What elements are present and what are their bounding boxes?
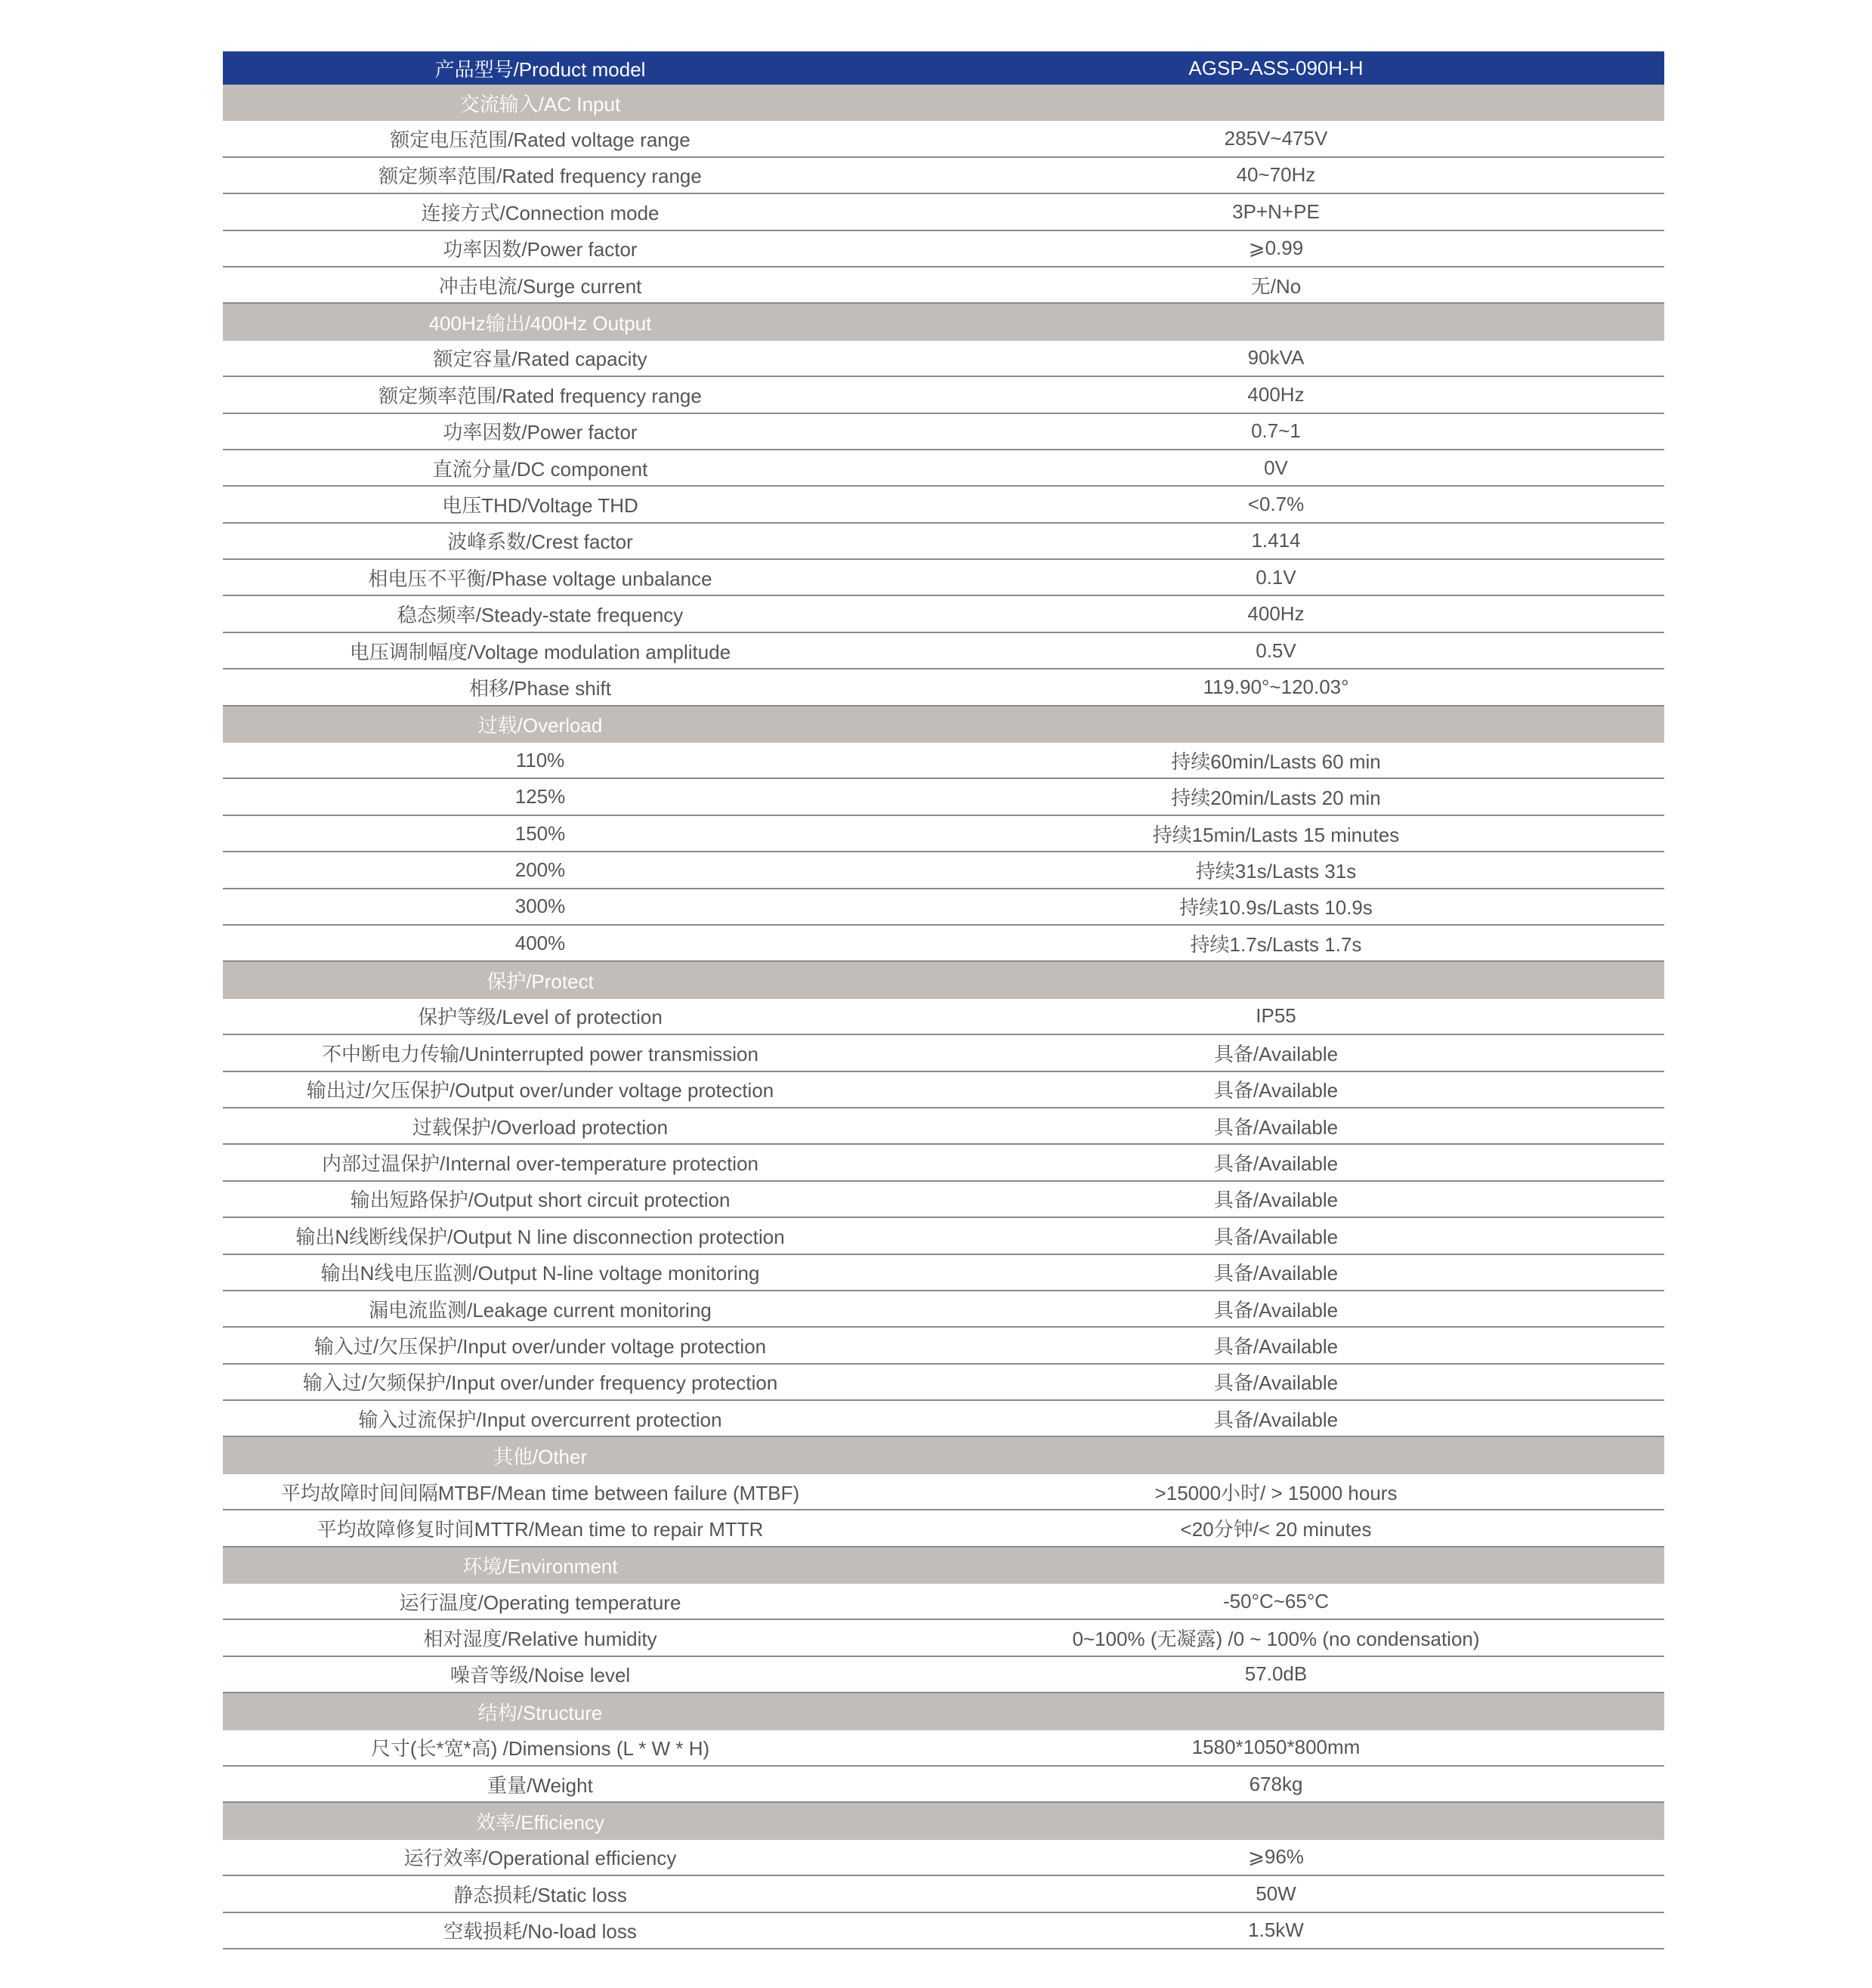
row-value: 无/No: [1250, 274, 1302, 298]
row-label: 重量/Weight: [487, 1773, 593, 1797]
section-header: [223, 85, 1664, 121]
row-value: 持续10.9s/Lasts 10.9s: [1179, 896, 1373, 920]
row-label: 内部过温保护/Internal over-temperature protection: [322, 1152, 758, 1176]
row-label: 相移/Phase shift: [469, 676, 611, 700]
table-row: [223, 414, 1664, 450]
table-row: [223, 1291, 1664, 1328]
row-value: 3P+N+PE: [1232, 199, 1320, 223]
row-label: 110%: [515, 748, 565, 771]
row-value: >15000小时/ > 15000 hours: [1154, 1481, 1398, 1504]
row-label: 波峰系数/Crest factor: [447, 530, 633, 554]
row-label: 200%: [514, 858, 566, 881]
row-label: 稳态频率/Steady-state frequency: [397, 604, 684, 627]
row-label: 冲击电流/Surge current: [438, 274, 642, 298]
row-label: 平均故障时间间隔MTBF/Mean time between failure (MTBF): [280, 1481, 800, 1504]
section-title: 交流输入/AC Input: [459, 92, 621, 116]
row-value: 0.7~1: [1251, 419, 1301, 443]
table-row: [223, 341, 1664, 377]
row-value: 具备/Available: [1213, 1079, 1339, 1102]
section-header: [223, 706, 1664, 743]
row-value: 1580*1050*800mm: [1191, 1736, 1361, 1759]
table-row: [223, 1474, 1664, 1510]
table-row: [223, 560, 1664, 596]
row-value: 400Hz: [1247, 602, 1305, 626]
row-value: 57.0dB: [1244, 1662, 1308, 1686]
table-row: [223, 1510, 1664, 1547]
row-label: 不中断电力传输/Uninterrupted power transmission: [322, 1042, 758, 1065]
row-label: 相电压不平衡/Phase voltage unbalance: [368, 567, 712, 590]
table-row: [223, 267, 1664, 304]
table-row: [223, 121, 1664, 157]
row-value: 具备/Available: [1213, 1152, 1339, 1176]
row-value: 具备/Available: [1213, 1298, 1339, 1322]
table-row: [223, 889, 1664, 926]
row-label: 噪音等级/Noise level: [449, 1664, 631, 1687]
row-value: 285V~475V: [1224, 127, 1328, 150]
row-label: 输出短路保护/Output short circuit protection: [350, 1189, 731, 1212]
row-value: 持续20min/Lasts 20 min: [1171, 787, 1381, 810]
row-value: 持续15min/Lasts 15 minutes: [1152, 823, 1400, 846]
table-row: [223, 158, 1664, 194]
table-row: [223, 1657, 1664, 1693]
row-label: 漏电流监测/Leakage current monitoring: [369, 1298, 712, 1322]
row-value: 50W: [1256, 1881, 1296, 1905]
row-label: 尺寸(长*宽*高) /Dimensions (L * W * H): [370, 1737, 710, 1761]
table-row: [223, 1730, 1664, 1767]
row-label: 过载保护/Overload protection: [412, 1115, 669, 1139]
row-value: IP55: [1256, 1004, 1296, 1028]
table-row: [223, 1218, 1664, 1254]
row-label: 电压THD/Voltage THD: [442, 493, 638, 517]
row-label: 输入过/欠压保护/Input over/under voltage protection: [314, 1334, 767, 1358]
row-label: 额定容量/Rated capacity: [433, 348, 647, 371]
table-row: [223, 926, 1664, 962]
row-value: 0.1V: [1256, 565, 1296, 589]
row-label: 直流分量/DC component: [432, 457, 648, 481]
section-header: [223, 1803, 1664, 1839]
row-label: 400%: [514, 931, 566, 954]
section-header: [223, 304, 1664, 340]
row-value: 具备/Available: [1213, 1334, 1339, 1358]
header-value: AGSP-ASS-090H-H: [1188, 56, 1364, 79]
table-row: [223, 779, 1664, 815]
section-header: [223, 962, 1664, 998]
section-header: [223, 1547, 1664, 1584]
section-title: 保护/Protect: [487, 970, 594, 994]
row-value: 1.414: [1251, 529, 1301, 552]
row-value: <20分钟/< 20 minutes: [1180, 1517, 1372, 1541]
row-value: ⩾0.99: [1248, 237, 1304, 260]
table-row: [223, 633, 1664, 669]
row-label: 平均故障修复时间MTTR/Mean time to repair MTTR: [317, 1517, 764, 1541]
row-value: ⩾96%: [1248, 1845, 1304, 1869]
table-row: [223, 669, 1664, 706]
row-value: 678kg: [1249, 1772, 1303, 1795]
section-title: 效率/Efficiency: [475, 1811, 605, 1835]
section-header: [223, 1437, 1664, 1473]
table-row: [223, 1913, 1664, 1949]
section-title: 环境/Environment: [462, 1555, 618, 1578]
row-value: 400Hz: [1247, 382, 1305, 406]
row-value: 119.90°~120.03°: [1203, 675, 1349, 698]
table-header-row: [223, 51, 1664, 85]
table-row: [223, 1401, 1664, 1437]
row-value: 具备/Available: [1213, 1189, 1339, 1212]
row-value: 持续31s/Lasts 31s: [1195, 859, 1357, 883]
table-row: [223, 1620, 1664, 1656]
row-label: 输出N线电压监测/Output N-line voltage monitoring: [320, 1262, 760, 1285]
row-label: 电压调制幅度/Voltage modulation amplitude: [349, 640, 731, 663]
section-title: 过载/Overload: [477, 714, 603, 737]
row-value: 具备/Available: [1213, 1408, 1339, 1431]
table-row: [223, 377, 1664, 413]
table-row: [223, 194, 1664, 230]
section-header: [223, 1693, 1664, 1730]
table-row: [223, 852, 1664, 889]
row-value: 1.5kW: [1248, 1918, 1304, 1942]
row-label: 运行效率/Operational efficiency: [403, 1847, 677, 1870]
row-value: 具备/Available: [1213, 1371, 1339, 1395]
table-row: [223, 1840, 1664, 1876]
row-value: 90kVA: [1247, 346, 1305, 369]
row-label: 125%: [514, 785, 566, 808]
row-label: 300%: [514, 895, 566, 918]
row-label: 相对湿度/Relative humidity: [423, 1628, 657, 1651]
section-title: 400Hz输出/400Hz Output: [428, 312, 652, 335]
table-row: [223, 1182, 1664, 1218]
table-row: [223, 1767, 1664, 1803]
row-label: 输出N线断线保护/Output N line disconnection protection: [295, 1225, 785, 1248]
table-row: [223, 999, 1664, 1035]
section-title: 结构/Structure: [477, 1701, 603, 1724]
table-row: [223, 1328, 1664, 1364]
row-value: 0.5V: [1256, 638, 1296, 662]
row-label: 连接方式/Connection mode: [421, 201, 660, 224]
row-value: 持续60min/Lasts 60 min: [1171, 750, 1381, 773]
row-label: 150%: [514, 821, 566, 845]
row-label: 额定电压范围/Rated voltage range: [390, 128, 690, 152]
row-value: 0V: [1264, 456, 1288, 479]
table-row: [223, 1035, 1664, 1071]
table-row: [223, 743, 1664, 779]
row-label: 额定频率范围/Rated frequency range: [378, 384, 702, 407]
row-label: 输出过/欠压保护/Output over/under voltage protection: [306, 1079, 774, 1102]
row-label: 空载损耗/No-load loss: [443, 1920, 637, 1943]
row-value: 40~70Hz: [1236, 163, 1316, 187]
table-row: [223, 816, 1664, 852]
sections-container: [223, 85, 1664, 1949]
row-label: 运行温度/Operating temperature: [399, 1591, 681, 1614]
row-value: 具备/Available: [1213, 1262, 1339, 1285]
row-value: <0.7%: [1247, 492, 1305, 515]
table-row: [223, 524, 1664, 560]
spec-table: [223, 51, 1664, 1949]
table-row: [223, 1876, 1664, 1912]
row-value: 0~100% (无凝露) /0 ~ 100% (no condensation): [1072, 1628, 1480, 1651]
table-row: [223, 1584, 1664, 1620]
table-row: [223, 487, 1664, 523]
table-row: [223, 231, 1664, 267]
table-row: [223, 1255, 1664, 1291]
row-label: 功率因数/Power factor: [443, 238, 638, 261]
row-value: 具备/Available: [1213, 1225, 1339, 1248]
table-row: [223, 596, 1664, 632]
row-label: 输入过流保护/Input overcurrent protection: [358, 1408, 722, 1431]
row-label: 静态损耗/Static loss: [453, 1883, 627, 1906]
row-label: 保护等级/Level of protection: [418, 1006, 663, 1029]
table-row: [223, 1365, 1664, 1401]
table-row: [223, 450, 1664, 487]
row-label: 额定频率范围/Rated frequency range: [378, 165, 702, 188]
row-label: 输入过/欠频保护/Input over/under frequency protection: [302, 1371, 778, 1395]
header-label: 产品型号/Product model: [434, 57, 646, 81]
section-title: 其他/Other: [493, 1445, 588, 1469]
table-row: [223, 1145, 1664, 1181]
row-value: 具备/Available: [1213, 1115, 1339, 1139]
row-value: 具备/Available: [1213, 1042, 1339, 1065]
table-row: [223, 1108, 1664, 1145]
table-row: [223, 1072, 1664, 1108]
row-value: -50°C~65°C: [1222, 1589, 1330, 1612]
row-value: 持续1.7s/Lasts 1.7s: [1190, 932, 1362, 956]
row-label: 功率因数/Power factor: [443, 421, 638, 444]
